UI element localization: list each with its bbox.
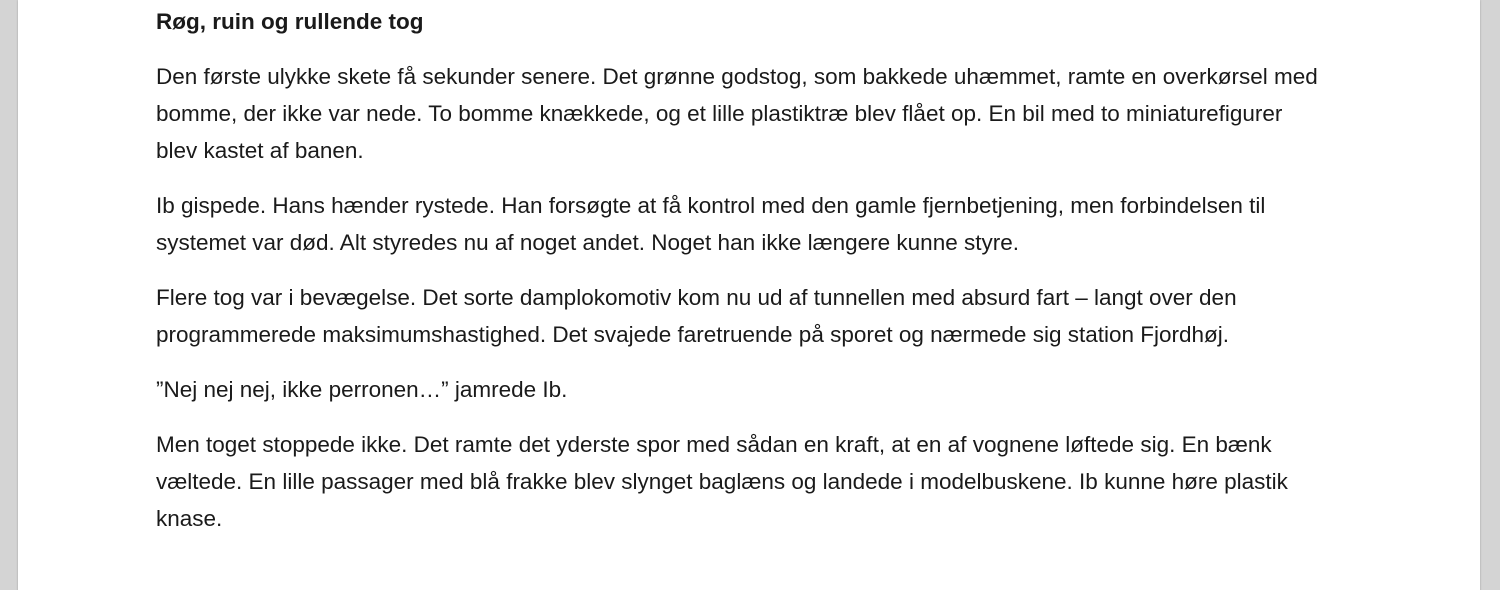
paragraph-2: Ib gispede. Hans hænder rystede. Han forsøgte at få kontrol med den gamle fjernbetjening, men forbindelsen til systemet var død. Alt styredes nu af noget andet. Noget han ikke længere kunne styre. <box>156 193 1266 255</box>
document-body[interactable] <box>156 0 1356 537</box>
paragraph-3: Flere tog var i bevægelse. Det sorte damplokomotiv kom nu ud af tunnellen med absurd fart – langt over den programmerede maksimumshastighed. Det svajede faretruende på sporet og nærmede sig station Fjordhøj. <box>156 285 1237 347</box>
paragraph-4: ”Nej nej nej, ikke perronen…” jamrede Ib. <box>156 377 568 402</box>
paragraph-5: Men toget stoppede ikke. Det ramte det yderste spor med sådan en kraft, at en af vognene løftede sig. En bænk væltede. En lille passager med blå frakke blev slynget baglæns og landede i modelbuskene. Ib kunne høre plastik knase. <box>156 432 1288 531</box>
document-page[interactable] <box>18 0 1480 590</box>
section-heading: Røg, ruin og rullende tog <box>156 9 424 34</box>
paragraph-1: Den første ulykke skete få sekunder senere. Det grønne godstog, som bakkede uhæmmet, ramte en overkørsel med bomme, der ikke var nede. To bomme knækkede, og et lille plastiktræ blev flået op. En bil med to miniaturefigurer blev kastet af banen. <box>156 64 1318 163</box>
